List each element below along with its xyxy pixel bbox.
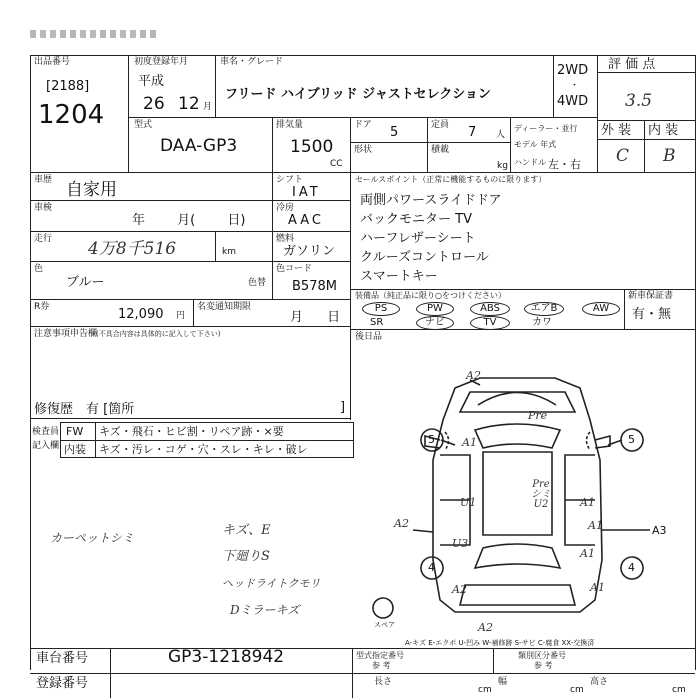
score-value: 3.5 xyxy=(625,91,653,111)
chassis-label: 車台番号 xyxy=(36,651,89,666)
kg-unit: kg xyxy=(497,161,508,171)
mark-hood-pre: Pre xyxy=(528,409,548,422)
exterior-label: 外 装 xyxy=(601,123,632,138)
repair-value: 有 [箇所 xyxy=(86,402,135,417)
fw-label: FW xyxy=(66,425,84,438)
mark-front-a2: A2 xyxy=(466,369,481,382)
category-label: 類別区分番号 xyxy=(518,651,566,660)
sales-point-5: スマートキー xyxy=(360,269,438,284)
handle-label: ハンドル xyxy=(514,158,546,167)
equipment-label: 装備品（純正品に限り○をつけください） xyxy=(355,291,506,300)
fuel-value: ガソリン xyxy=(283,244,336,259)
mark-wheel-fl: 5 xyxy=(428,433,435,446)
inspector-label-top: 検査員 xyxy=(32,427,60,437)
dealer-label: ディーラー・並行 xyxy=(514,124,578,133)
cm-unit-2: cm xyxy=(570,685,584,695)
model-value: DAA-GP3 xyxy=(160,136,238,156)
sales-point-2: バックモニター TV xyxy=(360,212,472,227)
interior-label: 内 装 xyxy=(648,123,679,138)
mark-wheel-rr: 4 xyxy=(628,561,635,574)
inspection-label: 車検 xyxy=(34,203,53,213)
inspector-label-bottom: 記入欄 xyxy=(32,441,60,451)
mark-front-a1: A1 xyxy=(462,436,477,449)
lot-label: 出品番号 xyxy=(34,57,71,67)
fuel-label: 燃料 xyxy=(276,234,295,244)
car-name-label: 車名・グレード xyxy=(220,57,284,67)
ac-value: AAC xyxy=(288,213,324,228)
equip-ps: PS xyxy=(362,302,400,316)
mark-wheel-rl: 4 xyxy=(428,561,435,574)
name-change-label: 名変通知期限 xyxy=(197,302,252,312)
certified-label: 型式指定番号 xyxy=(356,651,404,660)
drive-2wd: 2WD xyxy=(557,63,589,78)
cm-unit-3: cm xyxy=(672,685,686,695)
mark-rear-ua2: A2 xyxy=(452,583,467,596)
equip-leather: カワ xyxy=(532,317,552,328)
mark-right-a3: A3 xyxy=(652,524,667,537)
reg-label: 登録番号 xyxy=(36,676,89,691)
width-label: 幅 xyxy=(498,677,508,687)
warranty-value: 有・無 xyxy=(632,307,672,322)
mark-right-ua1: A1 xyxy=(588,519,603,532)
shift-label: シフト xyxy=(276,175,304,185)
sales-point-1: 両側パワースライドドア xyxy=(360,193,502,208)
reg-month: 12 xyxy=(178,94,200,114)
interior-check-text: キズ・汚レ・コゲ・穴・スレ・キレ・破レ xyxy=(99,443,308,456)
displacement-value: 1500 xyxy=(290,137,334,157)
recycle-label: R券 xyxy=(34,302,50,312)
spare-label: スペア xyxy=(374,621,395,629)
chassis-value: GP3-1218942 xyxy=(168,647,285,667)
equip-abs: ABS xyxy=(470,302,510,316)
cm-unit-1: cm xyxy=(478,685,492,695)
exterior-grade: C xyxy=(616,146,630,166)
drive-dot: ・ xyxy=(570,81,580,91)
displacement-label: 排気量 xyxy=(276,120,304,130)
era: 平成 xyxy=(138,74,165,89)
model-year-label: モデル 年式 xyxy=(514,140,557,149)
month-unit: 月 xyxy=(203,102,213,112)
equip-pw: PW xyxy=(416,302,454,316)
recycle-amount: 12,090 xyxy=(118,307,164,322)
equip-navi: ナビ xyxy=(416,316,454,330)
handwritten-note-3: ヘッドライトクモリ xyxy=(222,577,321,590)
capacity-value: 7 xyxy=(468,125,477,140)
sales-points-label: セールスポイント（正常に機能するものに限ります） xyxy=(355,175,547,184)
interior-grade: B xyxy=(663,146,676,166)
color-label: 色 xyxy=(34,264,44,274)
legend-text: A-キズ E-エクボ U-凹み W-補修跡 S-サビ C-腐食 XX-交換済 xyxy=(405,639,595,647)
mark-left-a2: A2 xyxy=(394,517,409,530)
sales-point-3: ハーフレザーシート xyxy=(360,231,476,246)
fw-text: キズ・飛石・ヒビ割・リペア跡・×要 xyxy=(99,425,284,438)
shape-label: 形状 xyxy=(354,145,373,155)
equip-aw: AW xyxy=(582,302,620,316)
load-label: 積載 xyxy=(431,145,450,155)
color-code-value: B578M xyxy=(292,279,337,294)
shift-value: IAT xyxy=(292,185,321,200)
sales-point-4: クルーズコントロール xyxy=(360,250,489,265)
caution-label: 注意事項申告欄 xyxy=(34,329,98,339)
color-no-label: 色替 xyxy=(248,278,267,288)
name-change-value: 月 日 xyxy=(290,310,341,325)
color-code-label: 色コード xyxy=(276,264,313,274)
mark-door-u1: U1 xyxy=(460,496,477,509)
ref-2: 参 考 xyxy=(534,661,553,670)
color-value: ブルー xyxy=(66,275,105,290)
mark-rear-a2: A2 xyxy=(478,621,493,634)
aftermarket-label: 後日品 xyxy=(355,332,383,342)
door-value: 5 xyxy=(390,125,399,140)
usage-label: 車歴 xyxy=(34,175,53,185)
ref-1: 参 考 xyxy=(372,661,391,670)
repair-label: 修復歴 xyxy=(34,402,74,417)
mileage-label: 走行 xyxy=(34,234,53,244)
model-label: 型式 xyxy=(134,120,153,130)
interior-check-label: 内装 xyxy=(64,443,86,456)
usage-value: 自家用 xyxy=(66,180,117,200)
handle-value: 左・右 xyxy=(548,158,581,171)
reg-year: 26 xyxy=(143,94,165,114)
capacity-label: 定員 xyxy=(431,120,450,130)
handwritten-left-note: カーペットシミ xyxy=(50,531,135,545)
mark-rear-right-a1: A1 xyxy=(590,581,605,594)
mileage-value: 4万8千516 xyxy=(88,239,177,259)
equip-tv: TV xyxy=(470,316,510,330)
equip-sr: SR xyxy=(370,317,384,328)
warranty-label: 新車保証書 xyxy=(628,291,674,301)
score-label: 評 価 点 xyxy=(608,57,656,72)
mark-roof: Pre シミ U2 xyxy=(531,479,551,510)
mark-rear-ua1: A1 xyxy=(580,547,595,560)
handwritten-note-2: 下廻りS xyxy=(222,549,270,564)
lot-number: 1204 xyxy=(38,100,105,130)
equip-airbag: エアB xyxy=(524,302,564,316)
length-label: 長さ xyxy=(374,677,393,687)
handwritten-note-4: Dミラーキズ xyxy=(230,603,300,617)
mark-left-ua3: U3 xyxy=(452,537,469,550)
car-name: フリード ハイブリッド ジャストセレクション xyxy=(225,87,491,102)
mark-door-ua1: A1 xyxy=(580,496,595,509)
person-unit: 人 xyxy=(496,130,506,140)
first-reg-label: 初度登録年月 xyxy=(134,57,189,67)
handwritten-note-1: キズ、E xyxy=(222,523,271,538)
repair-close: ] xyxy=(340,400,346,415)
drive-4wd: 4WD xyxy=(557,94,589,109)
height-label: 高さ xyxy=(590,677,609,687)
inspection-value: 年 月( 日) xyxy=(132,213,246,228)
lot-code: [2188] xyxy=(46,79,90,94)
ac-label: 冷房 xyxy=(276,203,295,213)
mark-wheel-fr: 5 xyxy=(628,433,635,446)
door-label: ドア xyxy=(354,120,372,130)
km-unit: km xyxy=(222,247,236,257)
cc-unit: CC xyxy=(330,159,343,169)
yen-unit: 円 xyxy=(176,311,186,321)
caution-note: (不具合内容は具体的に記入して下さい) xyxy=(96,330,221,338)
